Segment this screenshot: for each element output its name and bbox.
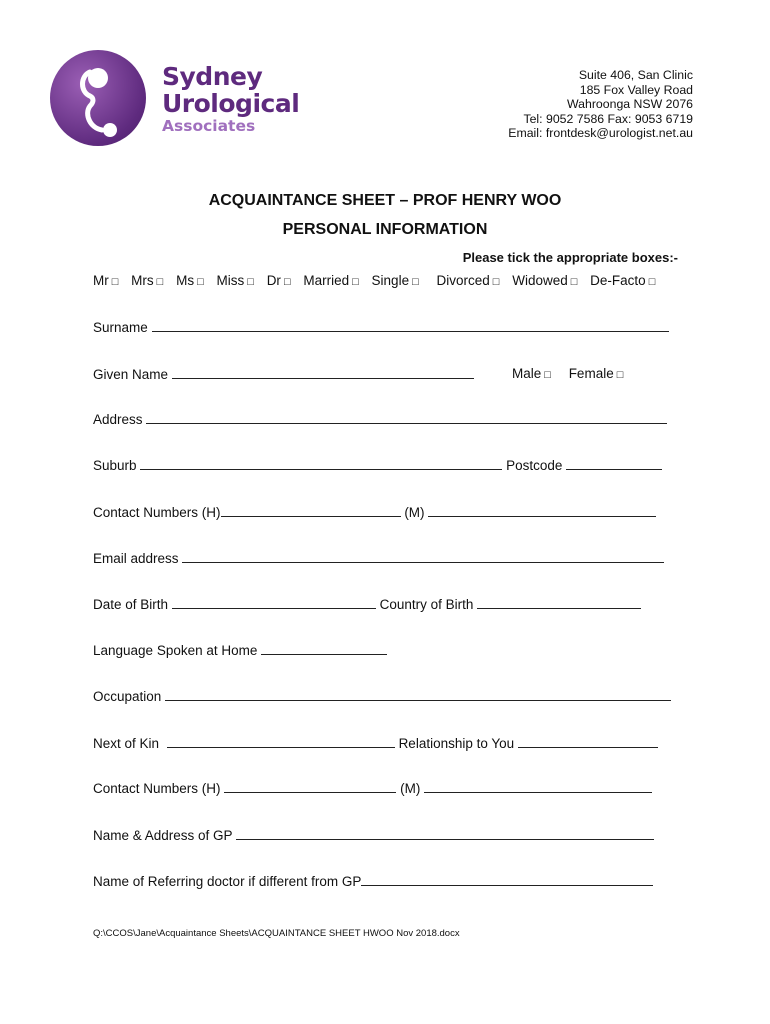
checkbox[interactable]: □ (492, 276, 500, 288)
email-field[interactable] (182, 550, 664, 563)
contact-line: 185 Fox Valley Road (579, 82, 693, 97)
referring-doctor-label: Name of Referring doctor if different from GP (93, 874, 362, 889)
surname-field[interactable] (152, 319, 669, 332)
contact-line: Wahroonga NSW 2076 (567, 97, 693, 112)
contact-line: Suite 406, San Clinic (578, 68, 693, 82)
language-row (93, 642, 387, 658)
logo-line-1: Sydney (162, 62, 263, 91)
email-row (93, 550, 664, 566)
checkbox[interactable]: □ (544, 369, 551, 381)
occupation-field[interactable] (165, 688, 671, 701)
dob-row (93, 596, 641, 612)
next-of-kin-field[interactable] (167, 735, 395, 748)
checkbox[interactable]: □ (197, 276, 204, 288)
option-widowed[interactable]: Widowed □ (512, 273, 578, 288)
contact-mobile-field[interactable] (428, 504, 656, 517)
checkbox[interactable]: □ (156, 276, 164, 288)
logo-emblem (50, 50, 146, 146)
surname-row (93, 319, 669, 335)
title-options (93, 273, 664, 288)
kin-contact-numbers-row (93, 780, 652, 796)
option-defacto[interactable]: De-Facto □ (590, 273, 656, 288)
contact-line: Tel: 9052 7586 Fax: 9053 6719 (523, 111, 693, 126)
checkbox[interactable]: □ (648, 276, 656, 288)
kin-contact-mobile-field[interactable] (424, 780, 652, 793)
option-mrs[interactable]: Mrs □ (131, 273, 164, 288)
address-label: Address (93, 412, 143, 427)
checkbox[interactable]: □ (412, 276, 419, 288)
option-single[interactable]: Single □ (371, 273, 419, 288)
postcode-field[interactable] (566, 457, 662, 470)
relationship-label: Relationship to You (398, 736, 515, 751)
country-of-birth-label: Country of Birth (379, 597, 474, 612)
option-male[interactable]: Male □ (512, 366, 551, 381)
contact-numbers-row (93, 504, 656, 520)
logo-line-2: Urological (162, 89, 300, 118)
contact-email: Email: frontdesk@urologist.net.au (508, 126, 693, 141)
option-female[interactable]: Female □ (568, 366, 624, 381)
suburb-label: Suburb (93, 458, 137, 473)
logo-line-3: Associates (162, 117, 256, 135)
logo (50, 50, 310, 150)
address-field[interactable] (146, 411, 667, 424)
contact-mobile-label: (M) (404, 505, 425, 520)
given-name-label: Given Name (93, 367, 169, 382)
checkbox[interactable]: □ (616, 369, 624, 381)
given-name-field[interactable] (172, 366, 474, 379)
checkbox[interactable]: □ (111, 276, 119, 288)
tick-instruction: Please tick the appropriate boxes:- (462, 250, 678, 265)
clinic-contact (508, 68, 693, 141)
option-married[interactable]: Married □ (303, 273, 359, 288)
email-label: Email address (93, 551, 179, 566)
option-divorced[interactable]: Divorced □ (436, 273, 500, 288)
address-row (93, 411, 667, 427)
page-title: ACQUAINTANCE SHEET – PROF HENRY WOO (208, 192, 562, 209)
contact-home-field[interactable] (221, 504, 401, 517)
postcode-label: Postcode (506, 458, 563, 473)
kin-contact-home-label: Contact Numbers (H) (93, 781, 221, 796)
relationship-field[interactable] (518, 735, 658, 748)
language-label: Language Spoken at Home (93, 643, 258, 658)
dob-field[interactable] (172, 596, 376, 609)
language-field[interactable] (261, 642, 387, 655)
gp-row (93, 827, 654, 843)
checkbox[interactable]: □ (247, 276, 254, 288)
occupation-row (93, 688, 671, 704)
checkbox[interactable]: □ (352, 276, 359, 288)
kidney-icon (50, 50, 146, 146)
gp-field[interactable] (236, 827, 654, 840)
checkbox[interactable]: □ (283, 276, 291, 288)
checkbox[interactable]: □ (570, 276, 578, 288)
given-name-row (93, 366, 474, 382)
file-path-footer: Q:\CCOS\Jane\Acquaintance Sheets\ACQUAINTANCE SHEET HWOO Nov 2018.docx (93, 928, 460, 939)
logo-text (162, 64, 299, 135)
occupation-label: Occupation (93, 689, 162, 704)
option-mr[interactable]: Mr □ (93, 273, 119, 288)
option-ms[interactable]: Ms □ (176, 273, 204, 288)
suburb-field[interactable] (140, 457, 502, 470)
dob-label: Date of Birth (93, 597, 169, 612)
kin-contact-mobile-label: (M) (400, 781, 421, 796)
gender-options (512, 366, 623, 381)
next-of-kin-row (93, 735, 658, 751)
referring-doctor-row (93, 873, 653, 889)
next-of-kin-label: Next of Kin (93, 736, 160, 751)
suburb-row (93, 457, 662, 473)
gp-label: Name & Address of GP (93, 828, 233, 843)
referring-doctor-field[interactable] (361, 873, 653, 886)
country-of-birth-field[interactable] (477, 596, 641, 609)
kin-contact-home-field[interactable] (224, 780, 396, 793)
contact-home-label: Contact Numbers (H) (93, 505, 221, 520)
option-miss[interactable]: Miss □ (216, 273, 254, 288)
option-dr[interactable]: Dr □ (266, 273, 291, 288)
page-subtitle: PERSONAL INFORMATION (282, 221, 488, 238)
surname-label: Surname (93, 320, 148, 335)
